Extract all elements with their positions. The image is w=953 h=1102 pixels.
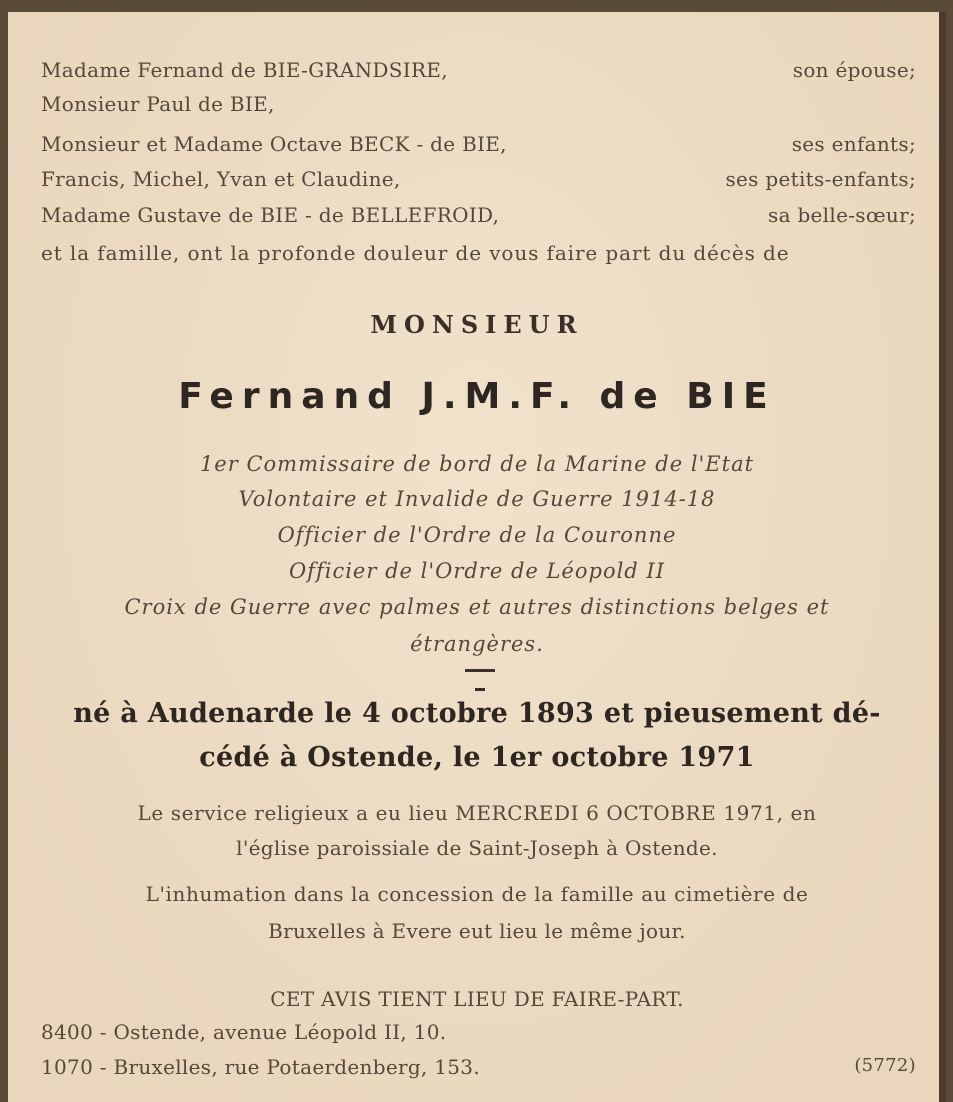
birth-death-line: cédé à Ostende, le 1er octobre 1971 — [199, 742, 755, 773]
service-line: l'église paroissiale de Saint-Joseph à Ostende. — [236, 836, 718, 860]
distinction: Officier de l'Ordre de Léopold II — [288, 559, 666, 583]
address-line: 8400 - Ostende, avenue Léopold II, 10. — [41, 1020, 447, 1044]
family-line — [41, 58, 916, 82]
deceased-name: Fernand J.M.F. de BIE — [178, 376, 776, 417]
distinction: Croix de Guerre avec palmes et autres distinctions belges et — [124, 595, 830, 619]
family-name: Monsieur et Madame Octave BECK - de BIE, — [41, 132, 507, 156]
burial-line: L'inhumation dans la concession de la famille au cimetière de — [145, 882, 809, 906]
announcement: et la famille, ont la profonde douleur de vous faire part du décès de — [41, 241, 790, 265]
address-text: 1070 - Bruxelles, rue Potaerdenberg, 153. — [41, 1055, 480, 1079]
title: MONSIEUR — [370, 310, 584, 339]
family-name: Monsieur Paul de BIE, — [41, 92, 275, 116]
family-relation: son épouse; — [792, 58, 916, 82]
family-line — [41, 203, 916, 227]
distinction: Officier de l'Ordre de la Couronne — [277, 523, 677, 547]
family-line — [41, 132, 916, 156]
burial-line: Bruxelles à Evere eut lieu le même jour. — [268, 919, 686, 943]
family-name: Francis, Michel, Yvan et Claudine, — [41, 167, 401, 191]
distinction: Volontaire et Invalide de Guerre 1914-18 — [238, 487, 716, 511]
family-line — [41, 92, 916, 116]
family-name: Madame Fernand de BIE-GRANDSIRE, — [41, 58, 448, 82]
family-name: Madame Gustave de BIE - de BELLEFROID, — [41, 203, 500, 227]
family-line — [41, 167, 916, 191]
family-relation: ses petits-enfants; — [725, 167, 916, 191]
family-relation: sa belle-sœur; — [768, 203, 916, 227]
service-line: Le service religieux a eu lieu MERCREDI 6 OCTOBRE 1971, en — [137, 801, 817, 825]
distinction: étrangères. — [410, 632, 544, 656]
notice: CET AVIS TIENT LIEU DE FAIRE-PART. — [270, 987, 684, 1011]
distinction: 1er Commissaire de bord de la Marine de l'Etat — [199, 452, 755, 476]
birth-death-line: né à Audenarde le 4 octobre 1893 et pieusement dé- — [73, 698, 881, 729]
family-relation: ses enfants; — [791, 132, 916, 156]
ornament-divider — [465, 669, 495, 672]
ornament-divider — [475, 688, 485, 691]
funeral-notice-card — [8, 12, 946, 1102]
address-line — [41, 1055, 916, 1079]
reference-number: (5772) — [854, 1055, 916, 1076]
